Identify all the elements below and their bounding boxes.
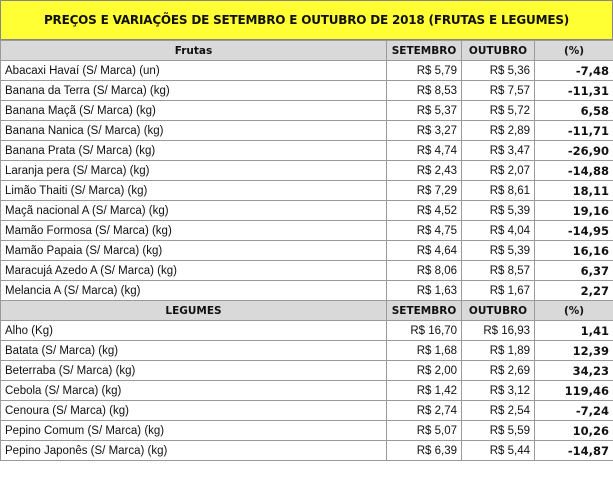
variation-pct-cell: -11,71 (535, 121, 613, 141)
outubro-column-header: OUTUBRO (462, 41, 535, 61)
table-row (1, 321, 613, 341)
product-name-cell: Mamão Papaia (S/ Marca) (kg) (1, 241, 387, 261)
product-name-cell: Cenoura (S/ Marca) (kg) (1, 401, 387, 421)
outubro-price-cell: R$ 2,89 (462, 121, 535, 141)
table-row (1, 181, 613, 201)
table-row (1, 261, 613, 281)
variation-pct-cell: 6,58 (535, 101, 613, 121)
frutas-header-row (1, 41, 613, 61)
variation-pct-cell: -11,31 (535, 81, 613, 101)
legumes-section-header: LEGUMES (1, 301, 387, 321)
table-row (1, 201, 613, 221)
product-name-cell: Abacaxi Havaí (S/ Marca) (un) (1, 61, 387, 81)
product-name-cell: Laranja pera (S/ Marca) (kg) (1, 161, 387, 181)
variation-pct-cell: -14,88 (535, 161, 613, 181)
outubro-price-cell: R$ 2,07 (462, 161, 535, 181)
product-name-cell: Maçã nacional A (S/ Marca) (kg) (1, 201, 387, 221)
outubro-price-cell: R$ 16,93 (462, 321, 535, 341)
sheet-title: PREÇOS E VARIAÇÕES DE SETEMBRO E OUTUBRO DE 2018 (FRUTAS E LEGUMES) (0, 0, 613, 40)
outubro-price-cell: R$ 5,44 (462, 441, 535, 461)
setembro-price-cell: R$ 7,29 (387, 181, 462, 201)
table-row (1, 381, 613, 401)
outubro-price-cell: R$ 2,69 (462, 361, 535, 381)
outubro-price-cell: R$ 3,12 (462, 381, 535, 401)
table-row (1, 361, 613, 381)
product-name-cell: Banana Maçã (S/ Marca) (kg) (1, 101, 387, 121)
outubro-column-header: OUTUBRO (462, 301, 535, 321)
variation-pct-cell: 1,41 (535, 321, 613, 341)
variation-pct-cell: 6,37 (535, 261, 613, 281)
table-row (1, 101, 613, 121)
variation-pct-cell: 10,26 (535, 421, 613, 441)
table-row (1, 241, 613, 261)
outubro-price-cell: R$ 2,54 (462, 401, 535, 421)
outubro-price-cell: R$ 7,57 (462, 81, 535, 101)
outubro-price-cell: R$ 5,72 (462, 101, 535, 121)
variation-pct-cell: -7,48 (535, 61, 613, 81)
variation-pct-cell: 34,23 (535, 361, 613, 381)
outubro-price-cell: R$ 1,89 (462, 341, 535, 361)
setembro-price-cell: R$ 6,39 (387, 441, 462, 461)
table-row (1, 81, 613, 101)
setembro-column-header: SETEMBRO (387, 301, 462, 321)
product-name-cell: Banana da Terra (S/ Marca) (kg) (1, 81, 387, 101)
variation-pct-cell: 12,39 (535, 341, 613, 361)
variation-pct-cell: 119,46 (535, 381, 613, 401)
product-name-cell: Pepino Comum (S/ Marca) (kg) (1, 421, 387, 441)
setembro-price-cell: R$ 5,07 (387, 421, 462, 441)
setembro-price-cell: R$ 5,37 (387, 101, 462, 121)
variation-pct-cell: 19,16 (535, 201, 613, 221)
product-name-cell: Limão Thaiti (S/ Marca) (kg) (1, 181, 387, 201)
table-row (1, 61, 613, 81)
variation-pct-cell: 2,27 (535, 281, 613, 301)
variation-pct-cell: -14,87 (535, 441, 613, 461)
variation-pct-cell: -26,90 (535, 141, 613, 161)
setembro-price-cell: R$ 4,74 (387, 141, 462, 161)
setembro-price-cell: R$ 5,79 (387, 61, 462, 81)
setembro-price-cell: R$ 4,52 (387, 201, 462, 221)
outubro-price-cell: R$ 8,57 (462, 261, 535, 281)
product-name-cell: Batata (S/ Marca) (kg) (1, 341, 387, 361)
variation-pct-cell: -14,95 (535, 221, 613, 241)
table-row (1, 341, 613, 361)
outubro-price-cell: R$ 5,36 (462, 61, 535, 81)
outubro-price-cell: R$ 5,59 (462, 421, 535, 441)
table-row (1, 161, 613, 181)
table-row (1, 221, 613, 241)
variation-pct-cell: 18,11 (535, 181, 613, 201)
outubro-price-cell: R$ 5,39 (462, 201, 535, 221)
setembro-price-cell: R$ 4,75 (387, 221, 462, 241)
setembro-price-cell: R$ 16,70 (387, 321, 462, 341)
product-name-cell: Mamão Formosa (S/ Marca) (kg) (1, 221, 387, 241)
pct-column-header: (%) (535, 41, 613, 61)
variation-pct-cell: -7,24 (535, 401, 613, 421)
table-row (1, 281, 613, 301)
product-name-cell: Alho (Kg) (1, 321, 387, 341)
product-name-cell: Beterraba (S/ Marca) (kg) (1, 361, 387, 381)
setembro-price-cell: R$ 2,74 (387, 401, 462, 421)
outubro-price-cell: R$ 5,39 (462, 241, 535, 261)
legumes-header-row (1, 301, 613, 321)
product-name-cell: Pepino Japonês (S/ Marca) (kg) (1, 441, 387, 461)
table-row (1, 401, 613, 421)
setembro-price-cell: R$ 1,42 (387, 381, 462, 401)
variation-pct-cell: 16,16 (535, 241, 613, 261)
setembro-price-cell: R$ 2,00 (387, 361, 462, 381)
setembro-price-cell: R$ 8,06 (387, 261, 462, 281)
setembro-price-cell: R$ 4,64 (387, 241, 462, 261)
outubro-price-cell: R$ 8,61 (462, 181, 535, 201)
setembro-price-cell: R$ 1,68 (387, 341, 462, 361)
pct-column-header: (%) (535, 301, 613, 321)
setembro-column-header: SETEMBRO (387, 41, 462, 61)
outubro-price-cell: R$ 4,04 (462, 221, 535, 241)
product-name-cell: Banana Nanica (S/ Marca) (kg) (1, 121, 387, 141)
outubro-price-cell: R$ 3,47 (462, 141, 535, 161)
table-row (1, 121, 613, 141)
product-name-cell: Banana Prata (S/ Marca) (kg) (1, 141, 387, 161)
table-row (1, 441, 613, 461)
table-row (1, 141, 613, 161)
setembro-price-cell: R$ 1,63 (387, 281, 462, 301)
setembro-price-cell: R$ 8,53 (387, 81, 462, 101)
outubro-price-cell: R$ 1,67 (462, 281, 535, 301)
setembro-price-cell: R$ 2,43 (387, 161, 462, 181)
product-name-cell: Cebola (S/ Marca) (kg) (1, 381, 387, 401)
product-name-cell: Maracujá Azedo A (S/ Marca) (kg) (1, 261, 387, 281)
frutas-section-header: Frutas (1, 41, 387, 61)
product-name-cell: Melancia A (S/ Marca) (kg) (1, 281, 387, 301)
setembro-price-cell: R$ 3,27 (387, 121, 462, 141)
table-row (1, 421, 613, 441)
price-table (0, 40, 613, 461)
